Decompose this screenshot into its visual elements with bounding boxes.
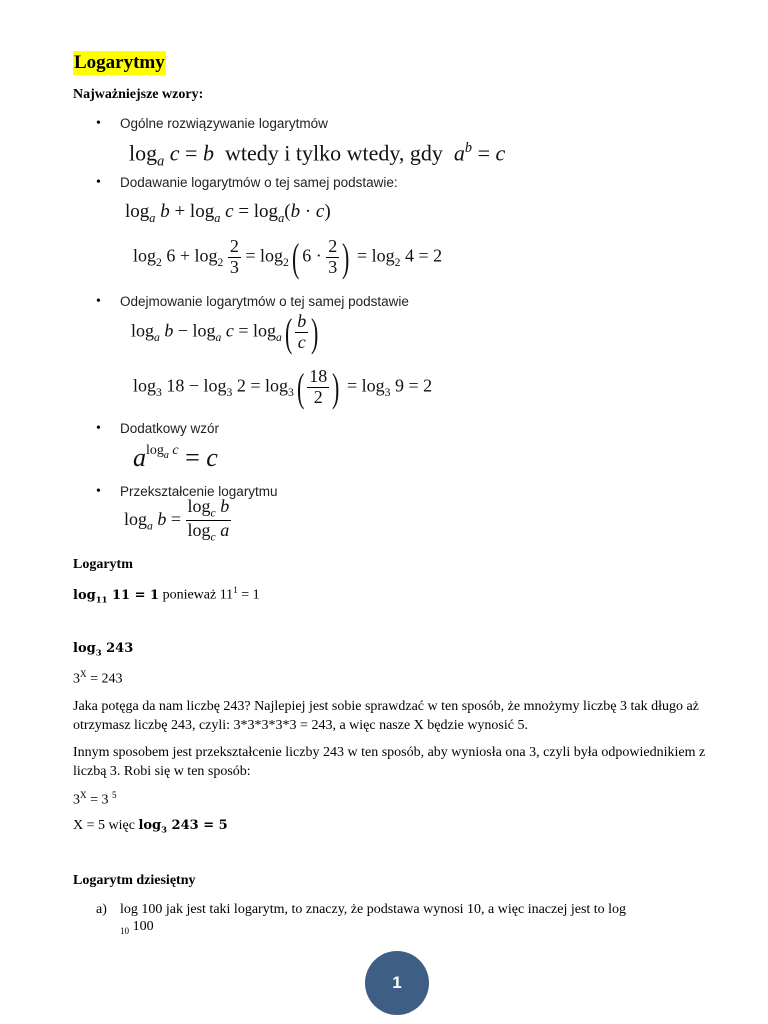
conclusion-line: X = 5 więc $\log_3 243 = 5$: [73, 818, 228, 835]
equation-line: $3^X = 243$: [73, 669, 123, 687]
formula-log-sum-example: $\log_2 6 + \log_2$ $\frac{2}{3}$ = $\log_2$( 6 · $\frac{2}{3}$ ) = $\log_2 4 = 2$: [133, 235, 443, 280]
formula-log-sum: $\log_a b + \log_a c = \log_a(b \cdot c)$: [125, 201, 331, 225]
conclusion-text: X = 5 więc: [73, 818, 139, 833]
equation-text: = 3: [86, 792, 112, 808]
list-item-continuation: $_{10}$ 100: [120, 919, 154, 936]
bullet-icon: •: [96, 175, 101, 190]
example-text: ponieważ 11: [162, 587, 234, 603]
equation-text: = 243: [86, 671, 123, 687]
example-log3-243: $\log_3 243$: [73, 641, 134, 658]
bullet-icon: •: [96, 294, 101, 309]
bullet-icon: •: [96, 484, 101, 499]
list-item-text: log 100 jak jest taki logarytm, to znaczy, że podstawa wynosi 10, a więc inaczej jest to log: [120, 902, 627, 917]
bullet-label: Przekształcenie logarytmu: [120, 484, 278, 499]
list-item: [120, 902, 740, 918]
list-marker: a): [96, 902, 107, 917]
page-number: 1: [392, 973, 402, 992]
section-heading: Logarytm dziesiętny: [73, 873, 196, 888]
bullet-label: Ogólne rozwiązywanie logarytmów: [120, 116, 328, 131]
formula-log-difference: $\log_a b - \log_a c = \log_a$( $\frac{b}{c}$ ): [131, 310, 319, 355]
example-text: = 1: [237, 587, 260, 603]
formula-log-definition: $\log_a c = b$ wtedy i tylko wtedy, gdy $a^b = c$: [129, 140, 506, 170]
paragraph: Jaka potęga da nam liczbę 243? Najlepiej jest sobie sprawdzać w ten sposób, że mnożymy liczbę 3 tak długo aż otrzymasz liczbę 243, czyli: 3*3*3*3*3 = 243, a więc nasze X będzie wynosić 5.: [73, 699, 699, 733]
formula-log-difference-example: $\log_3 18 - \log_3 2 = \log_3$( $\frac{18}{2}$ ) = $\log_3 9 = 2$: [133, 365, 433, 410]
example-log11: $\log_{11} 11 = 1$ ponieważ $11^1 = 1$: [73, 585, 260, 605]
bullet-label: Dodatkowy wzór: [120, 421, 220, 436]
formula-exponent-log: $a^{log_a c} = c$: [133, 443, 218, 472]
page-title: Logarytmy: [74, 52, 165, 73]
list-item-text: 100: [132, 919, 154, 934]
bullet-icon: •: [96, 421, 101, 436]
page-number-badge: [365, 951, 429, 1015]
bullet-label: Odejmowanie logarytmów o tej samej podstawie: [120, 294, 409, 309]
formula-text: wtedy i tylko wtedy, gdy: [224, 140, 443, 166]
formula-change-of-base: $\log_a b$ = $\frac{\log_c b}{\log_c a}$: [124, 496, 230, 545]
subheading: Najważniejsze wzory:: [73, 87, 204, 102]
section-heading: Logarytm: [73, 557, 133, 572]
bullet-icon: •: [96, 116, 101, 131]
bullet-label: Dodawanie logarytmów o tej samej podstawie:: [120, 175, 398, 190]
equation-line: $3^X = 3$ $^5$: [73, 790, 117, 808]
paragraph: Innym sposobem jest przekształcenie liczby 243 w ten sposób, aby wyniosła ona 3, czyli była odpowiednikiem z liczbą 3. Robi się w ten sposób:: [73, 745, 706, 779]
